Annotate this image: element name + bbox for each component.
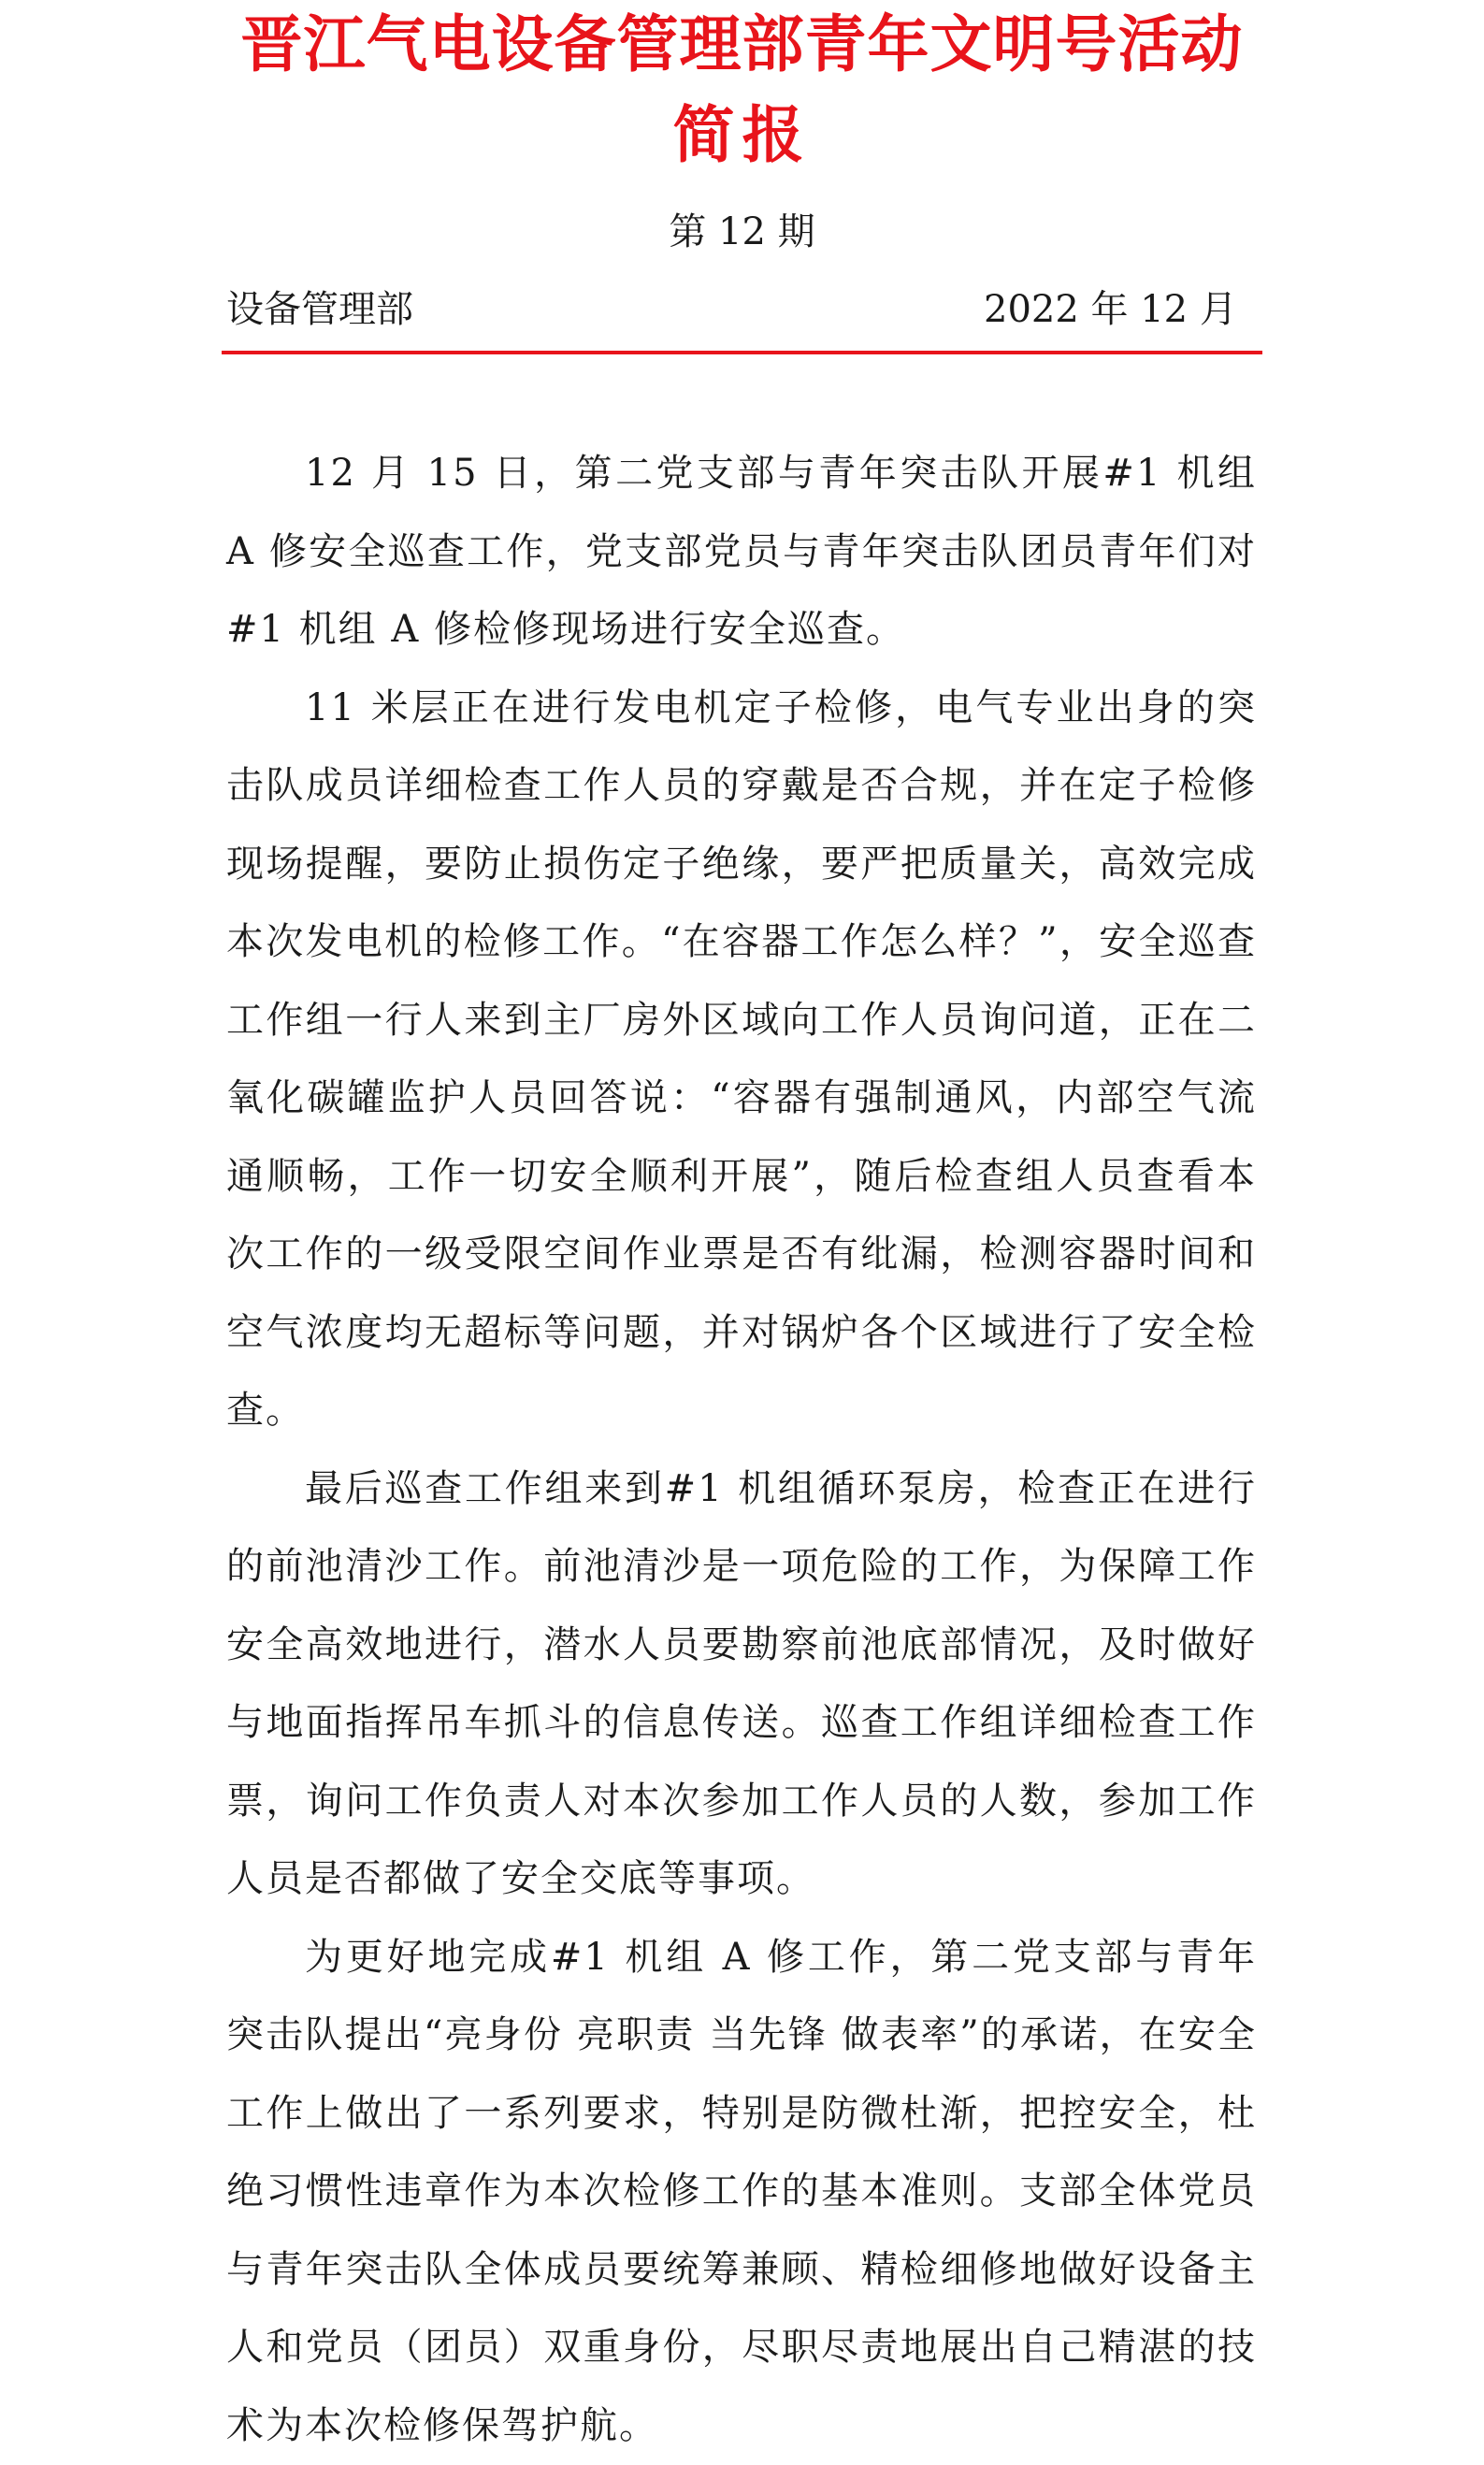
header-divider (222, 351, 1262, 354)
bulletin-subtitle: 简报 (0, 98, 1484, 173)
issue-number: 第 12 期 (0, 208, 1484, 256)
article-body (226, 435, 1257, 2465)
paragraph-2: 11 米层正在进行发电机定子检修，电气专业出身的突击队成员详细检查工作人员的穿戴是否合规，并在定子检修现场提醒，要防止损伤定子绝缘，要严把质量关，高效完成本次发电机的检修工作。“在容器工作怎么样？”，安全巡查工作组一行人来到主厂房外区域向工作人员询问道，正在二氧化碳罐监护人员回答说：“容器有强制通风，内部空气流通顺畅，工作一切安全顺利开展”，随后检查组人员查看本次工作的一级受限空间作业票是否有纰漏，检测容器时间和空气浓度均无超标等问题，并对锅炉各个区域进行了安全检查。 (226, 670, 1257, 1450)
issue-date: 2022 年 12 月 (984, 285, 1237, 334)
department-name: 设备管理部 (226, 285, 413, 334)
paragraph-4: 为更好地完成#1 机组 A 修工作，第二党支部与青年突击队提出“亮身份 亮职责 当先锋 做表率”的承诺，在安全工作上做出了一系列要求，特别是防微杜渐，把控安全，杜绝习惯性违章作为本次检修工作的基本准则。支部全体党员与青年突击队全体成员要统筹兼顾、精检细修地做好设备主人和党员（团员）双重身份，尽职尽责地展出自己精湛的技术为本次检修保驾护航。 (226, 1919, 1257, 2465)
paragraph-3: 最后巡查工作组来到#1 机组循环泵房，检查正在进行的前池清沙工作。前池清沙是一项危险的工作，为保障工作安全高效地进行，潜水人员要勘察前池底部情况，及时做好与地面指挥吊车抓斗的信息传送。巡查工作组详细检查工作票，询问工作负责人对本次参加工作人员的人数，参加工作人员是否都做了安全交底等事项。 (226, 1450, 1257, 1919)
bulletin-title: 晋江气电设备管理部青年文明号活动 (0, 7, 1484, 82)
paragraph-1: 12 月 15 日，第二党支部与青年突击队开展#1 机组 A 修安全巡查工作，党支部党员与青年突击队团员青年们对#1 机组 A 修检修现场进行安全巡查。 (226, 435, 1257, 670)
